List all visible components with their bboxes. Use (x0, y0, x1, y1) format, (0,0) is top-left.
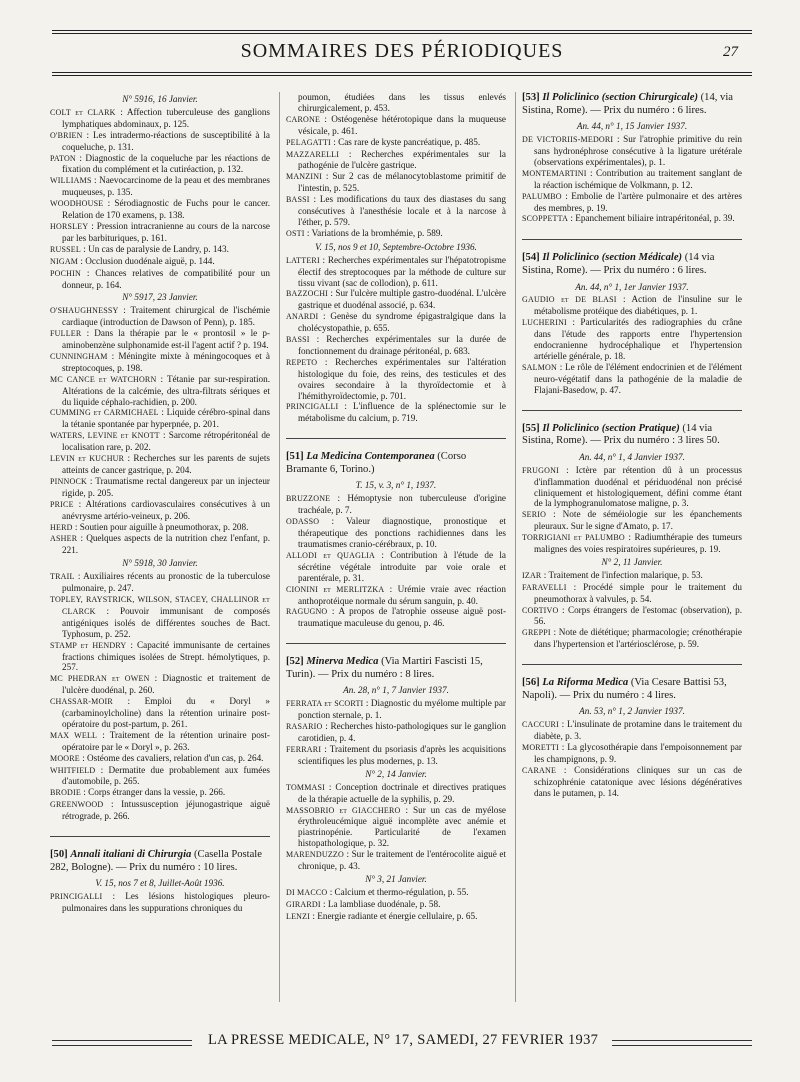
article-title: Auxiliaires récents au pronostic de la tuberculose pulmonaire, p. 247. (62, 571, 271, 594)
article-authors: TORRIGIANI et PALUMBO (522, 533, 625, 543)
article-entry: TOMMASI : Conception doctrinale et directives pratiques de la thérapie actuelle de la syphilis, p. 29. (286, 781, 506, 804)
article-entry: MONTEMARTINI : Contribution au traitement sanglant de la réaction ischémique de Volkmann, p. 12. (522, 167, 742, 190)
journal-heading (522, 423, 742, 448)
article-title: Recherches expérimentales sur l'hépatotropisme électif des streptocoques par la méthode de culture sur tissu vivant (sac de collodion), p. 611. (298, 254, 506, 288)
article-title: Recherches histo-pathologiques sur le ganglion carotidien, p. 4. (298, 721, 506, 744)
section-divider (286, 438, 506, 439)
article-title: Traumatisme rectal dangereux par un injecteur rigide, p. 205. (62, 475, 270, 498)
issue-heading: V. 15, nos 7 et 8, Juillet-Août 1936. (95, 878, 225, 889)
article-authors: O'SHAUGHNESSY (50, 306, 119, 316)
article-entry: MOORE : Ostéome des cavaliers, relation d'un cas, p. 264. (50, 752, 264, 763)
article-entry: CUNNINGHAM : Méningite mixte à méningocoques et à streptocoques, p. 198. (50, 350, 270, 373)
article-title: Particularités des radiographies du crâne dans l'étude des rapports entre l'hypertension endocranienne hydrocéphalique et l'hypertension artérielle générale, p. 18. (534, 317, 742, 361)
article-entry: RUSSEL : Un cas de paralysie de Landry, p. 143. (50, 243, 229, 254)
header-rule-2 (52, 75, 752, 76)
article-authors: FERRARI (286, 744, 322, 754)
article-entry: PRINCIGALLI : Les lésions histologiques pleuro-pulmonaires dans les suppurations chroniques du (50, 891, 270, 914)
article-entry: CUMMING et CARMICHAEL : Liquide cérébro-spinal dans la tétanie spontanée par hyperpnée, p. 201. (50, 407, 270, 430)
article-title: Recherches expérimentales sur l'altération histologique du foie, des reins, des testicules et des ovaires secondaire à la thyroïdectomie et à l'hémithyroïdectomie, p. 701. (298, 356, 507, 401)
article-entry: BASSI : Recherches expérimentales sur la durée de fonctionnement du drainage péritonéal, p. 683. (286, 334, 506, 356)
article-title: Pouvoir immunisant de composés antigéniques isolés de différentes souches de Bact. Typhosum, p. 252. (62, 605, 270, 639)
article-authors: RUSSEL (50, 244, 81, 254)
article-entry: CIONINI et MERLITZKA : Urémie vraie avec réaction anthoprotéique normale du sérum sanguin, p. 40. (286, 583, 506, 606)
article-entry: MC CANCE et WATCHORN : Tétanie par sur-respiration. Altérations de la calcémie, des ultra-filtrats sériques et du liquide céphalo-rachidien, p. 200. (50, 373, 270, 407)
article-title: Procédé simple pour le traitement du pneumothorax à valvules, p. 54. (534, 581, 742, 604)
article-title: Dans la thérapie par le « prontosil » le p- aminobenzène sulphonamide est-il l'agent actif ? p. 194. (62, 328, 270, 351)
journal-details: (Corso Bramante 6, Torino.) (286, 451, 467, 475)
article-entry: HORSLEY : Pression intracranienne au cours de la narcose par les barbituriques, p. 161. (50, 220, 270, 243)
article-title: L'influence de la splénectomie sur le métabolisme du calcium, p. 719. (298, 401, 506, 424)
article-entry: GREPPI : Note de diététique; pharmacologie; crénothérapie dans l'hypertension et l'artériosclérose, p. 59. (522, 627, 742, 650)
issue-heading: An. 28, n° 1, 7 Janvier 1937. (343, 685, 449, 696)
article-title: Les modifications du taux des diastases du sang consécutives à l'anesthésie locale et à la narcose à l'éther, p. 579. (298, 194, 506, 227)
article-entry: MORETTI : La glycosothérapie dans l'empoisonnement par les champignons, p. 9. (522, 742, 742, 764)
article-title: Valeur diagnostique, pronostique et thérapeutique des ponctions rachidiennes dans les traumatismes cranio-cérébraux, p. 10. (298, 516, 506, 549)
article-authors: MC CANCE et WATCHORN (50, 374, 157, 384)
journal-details: (14 via Sistina, Rome). — Prix du numéro : 6 lires. (522, 252, 715, 276)
article-title: Contribution à l'étude de la sécrétine végétale introduite par voie orale et parentérale, p. 31. (298, 549, 506, 583)
article-authors: MAZZARELLI (286, 149, 340, 159)
article-entry: PINNOCK : Traumatisme rectal dangereux par un injecteur rigide, p. 205. (50, 475, 270, 498)
article-entry: COLT et CLARK : Affection tuberculeuse des ganglions lymphatiques abdominaux, p. 125. (50, 106, 270, 129)
journal-details: (14 via Sistina, Rome). — Prix du numéro : 3 lires 50. (522, 422, 720, 447)
article-title: Affection tuberculeuse des ganglions lymphatiques abdominaux, p. 125. (62, 106, 270, 129)
article-title: Traitement de l'infection malarique, p. 53. (548, 569, 703, 580)
article-authors: OSTI (286, 228, 305, 238)
article-authors: LUCHERINI (522, 318, 567, 328)
article-title: Ictère par rétention dû à un processus d'inflammation duodénal et périduodénal non précisé cliniquement et histologiquement, défini comme étant de la lymphogranulomatose maligne, p. 3. (534, 464, 742, 509)
journal-heading (522, 677, 742, 702)
article-authors: O'BRIEN (50, 130, 83, 140)
article-authors: PRINCIGALLI (50, 892, 103, 902)
article-authors: CUNNINGHAM (50, 351, 108, 361)
article-authors: GREPPI (522, 628, 551, 638)
section-divider (50, 836, 270, 837)
article-authors: WOODHOUSE (50, 199, 104, 209)
article-title: Dermatite due probablement aux fumées d'automobile, p. 265. (62, 764, 270, 787)
column-right (522, 92, 742, 799)
article-title: Calcium et thermo-régulation, p. 55. (334, 886, 469, 897)
article-entry: PELAGATTI : Cas rare de kyste pancréatique, p. 485. (286, 136, 481, 147)
article-title: Action de l'insuline sur le métabolisme protéique des diabétiques, p. 1. (534, 294, 742, 317)
journal-title: Annali italiani di Chirurgia (70, 849, 192, 861)
article-title: A propos de l'atrophie osseuse aiguë post-traumatique maculeuse du genou, p. 46. (298, 606, 507, 629)
issue-heading: An. 44, n° 1, 4 Janvier 1937. (579, 451, 685, 462)
journal-number: [51] (286, 451, 304, 463)
article-entry: PATON : Diagnostic de la coqueluche par les réactions de fixation du complément et la cutiréaction, p. 132. (50, 152, 270, 175)
article-entry: ODASSO : Valeur diagnostique, pronostique et thérapeutique des ponctions rachidiennes dans les traumatismes cranio-cérébraux, p. 10. (286, 516, 506, 549)
page-header (52, 34, 752, 68)
article-entry: CARONE : Ostéogenèse hétérotopique dans la muqueuse vésicale, p. 461. (286, 113, 507, 136)
article-authors: FERRATA et SCORTI (286, 699, 364, 709)
article-authors: MC PHEDRAN et OWEN (50, 674, 150, 684)
article-authors: PRICE (50, 499, 74, 509)
issue-heading: N° 2, 11 Janvier. (601, 556, 663, 567)
article-authors: FRUGONI (522, 465, 559, 475)
article-title: Considérations cliniques sur un cas de schizophrénie catatonique avec lésions dégénératives dans le putamen, p. 14. (534, 764, 742, 798)
page-title: SOMMAIRES DES PÉRIODIQUES (240, 40, 564, 62)
column-divider (515, 92, 516, 1002)
article-entry: LENZI : Energie radiante et énergie cellulaire, p. 65. (286, 910, 478, 921)
article-authors: IZAR (522, 570, 542, 580)
article-authors: COLT et CLARK (50, 107, 116, 117)
article-entry: SCOPPETTA : Epanchement biliaire intrapéritonéal, p. 39. (522, 213, 735, 224)
article-title: Quelques aspects de la nutrition chez l'enfant, p. 221. (62, 533, 270, 556)
article-title: Epanchement biliaire intrapéritonéal, p. 39. (575, 213, 735, 224)
article-entry: DI MACCO : Calcium et thermo-régulation, p. 55. (286, 886, 469, 897)
article-title: Note de séméiologie sur les épanchements pleuraux. Sur le signe d'Amato, p. 17. (534, 509, 742, 532)
article-title: Diagnostic du myélome multiple par ponction sternale, p. 1. (298, 698, 506, 721)
article-title: Capacité immunisante de certaines fractions chimiques isolées de Strept. hémolytiques, p. 257. (62, 639, 270, 673)
article-authors: MAX WELL (50, 730, 98, 740)
article-title: Conception doctrinale et directives pratiques de la thérapie actuelle de la syphilis, p. 29. (298, 781, 506, 804)
article-title: Ostéogenèse hétérotopique dans la muqueuse vésicale, p. 461. (298, 113, 507, 136)
section-divider (522, 239, 742, 240)
article-authors: HERD (50, 522, 73, 532)
article-authors: WILLIAMS (50, 176, 92, 186)
journal-heading (50, 849, 270, 874)
article-entry: CARANE : Considérations cliniques sur un cas de schizophrénie catatonique avec lésions dégénératives dans le putamen, p. 14. (522, 764, 742, 798)
article-title: Méningite mixte à méningocoques et à streptocoques, p. 198. (62, 350, 270, 373)
article-authors: REPETO (286, 357, 318, 367)
article-title: Intussusception jéjunogastrique aiguë rétrograde, p. 266. (62, 799, 270, 822)
article-authors: BASSI (286, 195, 310, 205)
page-footer (52, 1030, 752, 1052)
article-entry: GAUDIO et DE BLASI : Action de l'insuline sur le métabolisme protéique des diabétiques, p. 1. (522, 294, 742, 317)
article-title: Sur l'ulcère multiple gastro-duodénal. L'ulcère gastrique et duodénal associé, p. 634. (298, 288, 506, 311)
article-title: Traitement du psoriasis d'après les acquisitions scientifiques les plus modernes, p. 13. (298, 743, 506, 766)
article-authors: DI MACCO (286, 887, 328, 897)
article-title: Pression intracranienne au cours de la narcose par les barbituriques, p. 161. (62, 220, 270, 243)
article-authors: BRODIE (50, 788, 81, 798)
article-entry: MANZINI : Sur 2 cas de mélanocytoblastome primitif de l'intestin, p. 525. (286, 171, 506, 194)
article-authors: CORTIVO (522, 605, 559, 615)
article-title: Un cas de paralysie de Landry, p. 143. (88, 243, 229, 254)
issue-heading: An. 53, n° 1, 2 Janvier 1937. (579, 706, 685, 717)
article-title: Ostéome des cavaliers, relation d'un cas, p. 264. (87, 752, 264, 763)
article-entry: LEVIN et KUCHUR : Recherches sur les parents de sujets atteints de cancer gastrique, p. 204. (50, 453, 271, 475)
article-authors: BRUZZONE (286, 494, 331, 504)
article-entry: FERRARI : Traitement du psoriasis d'après les acquisitions scientifiques les plus modernes, p. 13. (286, 743, 506, 766)
article-entry-continued (286, 92, 506, 114)
article-title: Liquide cérébro-spinal dans la tétanie spontanée par hyperpnée, p. 201. (62, 407, 270, 430)
article-entry: CHASSAR-MOIR : Emploi du « Doryl » (carbaminoylcholine) dans la rétention urinaire post-opératoire du post-partum, p. 261. (50, 696, 270, 729)
article-entry: WATERS, LEVINE et KNOTT : Sarcome rétropéritonéal de localisation rare, p. 202. (50, 430, 271, 453)
article-authors: CACCURI (522, 720, 559, 730)
issue-heading: An. 44, n° 1, 15 Janvier 1937. (576, 121, 688, 132)
article-title: Les lésions histologiques pleuro-pulmonaires dans les suppurations chroniques du (62, 891, 270, 914)
article-authors: CUMMING et CARMICHAEL (50, 408, 159, 418)
journal-number: [52] (286, 656, 304, 668)
article-title: Diagnostic et traitement de l'ulcère duodénal, p. 260. (62, 673, 270, 696)
article-authors: MOORE (50, 753, 80, 763)
article-authors: GREENWOOD (50, 800, 104, 810)
article-title: Traitement chirurgical de l'ischémie cardiaque (introduction de Dawson of Penn), p. 185. (62, 305, 271, 328)
article-title: Note de diététique; pharmacologie; crénothérapie dans l'hypertension et l'artériosclérose, p. 59. (534, 627, 742, 650)
article-entry: POCHIN : Chances relatives de compatibilité pour un donneur, p. 164. (50, 267, 270, 290)
article-entry: O'BRIEN : Les intradermo-réactions de susceptibilité à la coqueluche, p. 131. (50, 129, 270, 152)
article-entry: RASARIO : Recherches histo-pathologiques sur le ganglion carotidien, p. 4. (286, 721, 506, 744)
top-rule (52, 30, 752, 31)
article-entry: DE VICTORIIS-MEDORI : Sur l'atrophie primitive du rein sans hydronéphrose consécutive à la ligature urétérale (observations expérimentales), p. 1. (522, 134, 742, 167)
article-entry: RAGUGNO : A propos de l'atrophie osseuse aiguë post-traumatique maculeuse du genou, p. 46. (286, 606, 507, 629)
section-divider (522, 410, 742, 411)
issue-heading: N° 5918, 30 Janvier. (122, 558, 198, 569)
issue-heading: T. 15, v. 3, n° 1, 1937. (355, 480, 437, 491)
article-entry: TRAIL : Auxiliaires récents au pronostic de la tuberculose pulmonaire, p. 247. (50, 571, 271, 594)
article-title: Naevocarcinome de la peau et des membranes muqueuses, p. 135. (62, 175, 271, 198)
article-authors: CARONE (286, 114, 321, 124)
header-rule (52, 72, 752, 73)
issue-heading: N° 5917, 23 Janvier. (122, 292, 198, 303)
article-entry: PRINCIGALLI : L'influence de la splénectomie sur le métabolisme du calcium, p. 719. (286, 401, 506, 424)
article-entry: BASSI : Les modifications du taux des diastases du sang consécutives à l'anesthésie locale et à la narcose à l'éther, p. 579. (286, 194, 506, 227)
article-entry: CACCURI : L'insulinate de protamine dans le traitement du diabète, p. 3. (522, 719, 742, 742)
article-entry: IZAR : Traitement de l'infection malarique, p. 53. (522, 569, 703, 580)
journal-heading (522, 252, 742, 277)
article-authors: FARAVELLI (522, 582, 567, 592)
article-entry: BRODIE : Corps étranger dans la vessie, p. 266. (50, 787, 226, 798)
article-title: Embolie de l'artère pulmonaire et des artères des membres, p. 19. (534, 190, 742, 213)
journal-details: (Via Martiri Fascisti 15, Turin). — Prix du numéro : 8 lires. (286, 656, 483, 680)
article-authors: RAGUGNO (286, 607, 328, 617)
article-entry: ASHER : Quelques aspects de la nutrition chez l'enfant, p. 221. (50, 533, 270, 556)
article-entry: HERD : Soutien pour aiguille à pneumothorax, p. 208. (50, 521, 249, 532)
article-authors: WATERS, LEVINE et KNOTT (50, 431, 160, 441)
column-middle (286, 92, 506, 923)
article-title: L'insulinate de protamine dans le traitement du diabète, p. 3. (534, 719, 742, 742)
article-entry: BRUZZONE : Hémoptysie non tuberculeuse d'origine trachéale, p. 7. (286, 493, 506, 516)
article-title: Sérodiagnostic de Fuchs pour le cancer. Relation de 170 examens, p. 138. (62, 198, 271, 221)
article-authors: RASARIO (286, 722, 323, 732)
article-title: Les intradermo-réactions de susceptibilité à la coqueluche, p. 131. (62, 129, 270, 152)
footer-rule-right (612, 1040, 752, 1046)
article-entry: WOODHOUSE : Sérodiagnostic de Fuchs pour le cancer. Relation de 170 examens, p. 138. (50, 198, 271, 221)
article-title: Recherches expérimentales sur la pathogénie de l'ulcère gastrique. (298, 148, 506, 171)
page-number: 27 (723, 44, 738, 60)
article-title: Corps étranger dans la vessie, p. 266. (88, 787, 226, 798)
article-entry: ALLODI et QUAGLIA : Contribution à l'étude de la sécrétine végétale introduite par voie orale et parentérale, p. 31. (286, 549, 506, 583)
article-entry: MC PHEDRAN et OWEN : Diagnostic et traitement de l'ulcère duodénal, p. 260. (50, 673, 270, 696)
article-authors: MONTEMARTINI (522, 168, 587, 178)
article-authors: STAMP et HENDRY (50, 640, 127, 650)
article-authors: MORETTI (522, 743, 559, 753)
journal-details: (Casella Postale 282, Bologne). — Prix du numéro : 10 lires. (50, 849, 262, 873)
article-title: Genèse du syndrome épigastralgique dans la cholécystopathie, p. 655. (298, 311, 506, 334)
section-divider (286, 643, 506, 644)
journal-heading (522, 92, 742, 117)
article-authors: MANZINI (286, 172, 323, 182)
article-title: La glycosothérapie dans l'empoisonnement par les champignons, p. 9. (534, 742, 742, 764)
article-title: Soutien pour aiguille à pneumothorax, p. 208. (79, 521, 249, 532)
journal-title: Il Policlinico (section Médicale) (542, 252, 683, 264)
article-title: Sur le traitement de l'entérocolite aiguë et chronique, p. 43. (298, 849, 506, 872)
article-entry: WHITFIELD : Dermatite due probablement aux fumées d'automobile, p. 265. (50, 764, 270, 787)
article-authors: PELAGATTI (286, 137, 331, 147)
article-authors: DE VICTORIIS-MEDORI (522, 135, 614, 145)
article-title: Diagnostic de la coqueluche par les réactions de fixation du complément et la cutiréaction, p. 132. (62, 152, 270, 175)
article-entry: REPETO : Recherches expérimentales sur l'altération histologique du foie, des reins, des testicules et des ovaires secondaire à la thyroïdectomie et à l'hémithyroïdectomie, p. 701. (286, 356, 507, 401)
issue-heading: V. 15, nos 9 et 10, Septembre-Octobre 1936. (315, 241, 477, 252)
article-entry: FRUGONI : Ictère par rétention dû à un processus d'inflammation duodénal et périduodénal non précisé cliniquement et histologiquement, défini comme étant de la lymphogranulomatose maligne, p. 3. (522, 464, 742, 509)
article-title: Urémie vraie avec réaction anthoprotéique normale du sérum sanguin, p. 40. (298, 583, 506, 606)
article-entry: FULLER : Dans la thérapie par le « prontosil » le p- aminobenzène sulphonamide est-il l'agent actif ? p. 194. (50, 328, 270, 351)
article-title: Contribution au traitement sanglant de la réaction ischémique de Volkmann, p. 12. (534, 167, 742, 190)
issue-heading: N° 2, 14 Janvier. (365, 768, 427, 779)
article-title: Hémoptysie non tuberculeuse d'origine trachéale, p. 7. (298, 493, 506, 516)
article-authors: SCOPPETTA (522, 214, 569, 224)
article-title: Sur l'atrophie primitive du rein sans hydronéphrose consécutive à la ligature urétérale (observations expérimentales), p. 1. (534, 134, 742, 167)
article-authors: POCHIN (50, 268, 81, 278)
article-authors: ASHER (50, 534, 78, 544)
article-authors: NIGAM (50, 256, 79, 266)
section-divider (522, 664, 742, 665)
article-entry: O'SHAUGHNESSY : Traitement chirurgical de l'ischémie cardiaque (introduction de Dawson of Penn), p. 185. (50, 305, 271, 328)
journal-number: [56] (522, 677, 540, 689)
article-authors: CIONINI et MERLITZKA (286, 584, 385, 594)
article-entry: LUCHERINI : Particularités des radiographies du crâne dans l'étude des rapports entre l'hypertension endocranienne hydrocéphalique et l'hypertension artérielle générale, p. 18. (522, 317, 742, 361)
article-entry: SERIO : Note de séméiologie sur les épanchements pleuraux. Sur le signe d'Amato, p. 17. (522, 509, 742, 532)
article-entry: FERRATA et SCORTI : Diagnostic du myélome multiple par ponction sternale, p. 1. (286, 698, 506, 721)
journal-title: Il Policlinico (section Pratique) (542, 422, 680, 434)
article-entry: LATTERI : Recherches expérimentales sur l'hépatotropisme électif des streptocoques par la méthode de culture sur tissu vivant (sac de collodion), p. 611. (286, 254, 506, 288)
article-entry: STAMP et HENDRY : Capacité immunisante de certaines fractions chimiques isolées de Strept. hémolytiques, p. 257. (50, 639, 270, 673)
article-authors: GIRARDI (286, 899, 321, 909)
article-entry: GIRARDI : La lambliase duodénale, p. 58. (286, 898, 441, 909)
article-authors: MARENDUZZO (286, 850, 344, 860)
article-title: Tétanie par sur-respiration. Altérations de la calcémie, des ultra-filtrats sériques et du liquide céphalo-rachidien, p. 200. (62, 373, 270, 407)
article-authors: BASSI (286, 335, 310, 345)
article-entry: TOPLEY, RAYSTRICK, WILSON, STACEY, CHALLINOR et CLARCK : Pouvoir immunisant de composés antigéniques isolés de différentes souches de Bact. Typhosum, p. 252. (50, 594, 270, 639)
article-authors: PINNOCK (50, 476, 87, 486)
article-entry: BAZZOCHI : Sur l'ulcère multiple gastro-duodénal. L'ulcère gastrique et duodénal associé, p. 634. (286, 288, 506, 311)
journal-heading (286, 451, 506, 476)
journal-details: (Via Cesare Battisi 53, Napoli). — Prix du numéro : 4 lires. (522, 677, 727, 701)
article-title: Sur un cas de myélose érythroleucémique aiguë incomplète avec anémie et piastrinopénie. Particularité de l'examen histopathologique, p. 32. (298, 804, 506, 849)
article-authors: PATON (50, 153, 76, 163)
journal-heading (286, 656, 506, 681)
article-entry: MARENDUZZO : Sur le traitement de l'entérocolite aiguë et chronique, p. 43. (286, 849, 506, 872)
article-title: Energie radiante et énergie cellulaire, p. 65. (317, 910, 478, 921)
article-title: Recherches sur les parents de sujets atteints de cancer gastrique, p. 204. (62, 453, 271, 475)
article-title: Variations de la bromhémie, p. 589. (311, 227, 443, 238)
article-entry: MAZZARELLI : Recherches expérimentales sur la pathogénie de l'ulcère gastrique. (286, 148, 506, 171)
article-authors: GAUDIO et DE BLASI (522, 295, 617, 305)
journal-number: [54] (522, 252, 540, 264)
journal-title: Minerva Medica (306, 656, 379, 668)
article-entry: OSTI : Variations de la bromhémie, p. 589. (286, 227, 443, 238)
article-title: Chances relatives de compatibilité pour un donneur, p. 164. (62, 267, 270, 290)
article-authors: ALLODI et QUAGLIA (286, 550, 376, 560)
column-divider (279, 92, 280, 1002)
article-authors: SERIO (522, 510, 547, 520)
article-authors: TOPLEY, RAYSTRICK, WILSON, STACEY, CHALLINOR et CLARCK (50, 594, 270, 616)
journal-details: (14, via Sistina, Rome). — Prix du numéro : 6 lires. (522, 92, 734, 116)
article-entry: MASSOBRIO et GIACCHERO : Sur un cas de myélose érythroleucémique aiguë incomplète avec anémie et piastrinopénie. Particularité de l'examen histopathologique, p. 32. (286, 804, 506, 849)
article-authors: SALMON (522, 362, 557, 372)
article-title: Le rôle de l'élément endocrinien et de l'élément neuro-végétatif dans la pathogénie de la maladie de Flajani-Basedow, p. 47. (534, 361, 742, 395)
article-authors: MASSOBRIO et GIACCHERO (286, 805, 401, 815)
journal-title: La Riforma Medica (542, 677, 629, 689)
footer-text: LA PRESSE MEDICALE, N° 17, SAMEDI, 27 FEVRIER 1937 (208, 1032, 599, 1048)
article-authors: TOMMASI (286, 782, 326, 792)
article-title: Sarcome rétropéritonéal de localisation rare, p. 202. (62, 430, 271, 453)
article-authors: HORSLEY (50, 221, 89, 231)
article-title: Emploi du « Doryl » (carbaminoylcholine) dans la rétention urinaire post-opératoire du post-partum, p. 261. (62, 696, 270, 729)
article-title: Recherches expérimentales sur la durée de fonctionnement du drainage péritonéal, p. 683. (298, 334, 506, 356)
article-entry: CORTIVO : Corps étrangers de l'estomac (observation), p. 56. (522, 604, 742, 627)
journal-title: La Medicina Contemporanea (306, 451, 435, 463)
article-authors: LENZI (286, 911, 311, 921)
article-title: Occlusion duodénale aiguë, p. 144. (85, 255, 215, 266)
article-title: poumon, étudiées dans les tissus enlevés chirurgicalement, p. 453. (298, 92, 506, 113)
article-entry: SALMON : Le rôle de l'élément endocrinien et de l'élément neuro-végétatif dans la pathogénie de la maladie de Flajani-Basedow, p. 47. (522, 361, 742, 395)
footer-rule-left (52, 1040, 192, 1046)
article-authors: ODASSO (286, 517, 320, 527)
article-authors: CHASSAR-MOIR (50, 697, 113, 707)
article-authors: CARANE (522, 765, 557, 775)
article-entry: FARAVELLI : Procédé simple pour le traitement du pneumothorax à valvules, p. 54. (522, 581, 742, 604)
article-authors: LEVIN et KUCHUR (50, 454, 125, 464)
article-entry: ANARDI : Genèse du syndrome épigastralgique dans la cholécystopathie, p. 655. (286, 311, 506, 334)
article-authors: PRINCIGALLI (286, 402, 339, 412)
article-entry: NIGAM : Occlusion duodénale aiguë, p. 144. (50, 255, 215, 266)
journal-number: [50] (50, 849, 68, 861)
journal-title: Il Policlinico (section Chirurgicale) (542, 92, 698, 103)
issue-heading: N° 5916, 16 Janvier. (122, 94, 198, 104)
journal-number: [53] (522, 92, 540, 103)
article-title: Sur 2 cas de mélanocytoblastome primitif de l'intestin, p. 525. (298, 171, 506, 194)
article-entry: GREENWOOD : Intussusception jéjunogastrique aiguë rétrograde, p. 266. (50, 799, 270, 822)
article-authors: WHITFIELD (50, 765, 96, 775)
article-authors: TRAIL (50, 572, 75, 582)
article-entry: PRICE : Altérations cardiovasculaires consécutives à un anévrysme artério-veineux, p. 206. (50, 498, 270, 521)
journal-number: [55] (522, 422, 540, 434)
article-authors: FULLER (50, 329, 82, 339)
article-title: Altérations cardiovasculaires consécutives à un anévrysme artério-veineux, p. 206. (62, 498, 270, 521)
article-title: Corps étrangers de l'estomac (observation), p. 56. (534, 604, 742, 627)
article-title: La lambliase duodénale, p. 58. (327, 898, 441, 909)
article-title: Cas rare de kyste pancréatique, p. 485. (338, 136, 481, 147)
article-authors: LATTERI (286, 255, 320, 265)
column-left (50, 92, 270, 914)
article-authors: PALUMBO (522, 191, 562, 201)
article-title: Traitement de la rétention urinaire post-opératoire par le « Doryl », p. 263. (62, 729, 270, 752)
article-entry: MAX WELL : Traitement de la rétention urinaire post-opératoire par le « Doryl », p. 263. (50, 729, 270, 752)
issue-heading: An. 44, n° 1, 1er Janvier 1937. (575, 281, 689, 292)
article-authors: BAZZOCHI (286, 289, 329, 299)
issue-heading: N° 3, 21 Janvier. (365, 873, 427, 884)
article-entry: PALUMBO : Embolie de l'artère pulmonaire et des artères des membres, p. 19. (522, 190, 742, 213)
article-entry: WILLIAMS : Naevocarcinome de la peau et des membranes muqueuses, p. 135. (50, 175, 271, 198)
article-authors: ANARDI (286, 312, 319, 322)
article-entry: TORRIGIANI et PALUMBO : Radiumthérapie des tumeurs malignes des voies respiratoires supérieures, p. 19. (522, 532, 742, 555)
article-title: Radiumthérapie des tumeurs malignes des voies respiratoires supérieures, p. 19. (534, 532, 742, 555)
